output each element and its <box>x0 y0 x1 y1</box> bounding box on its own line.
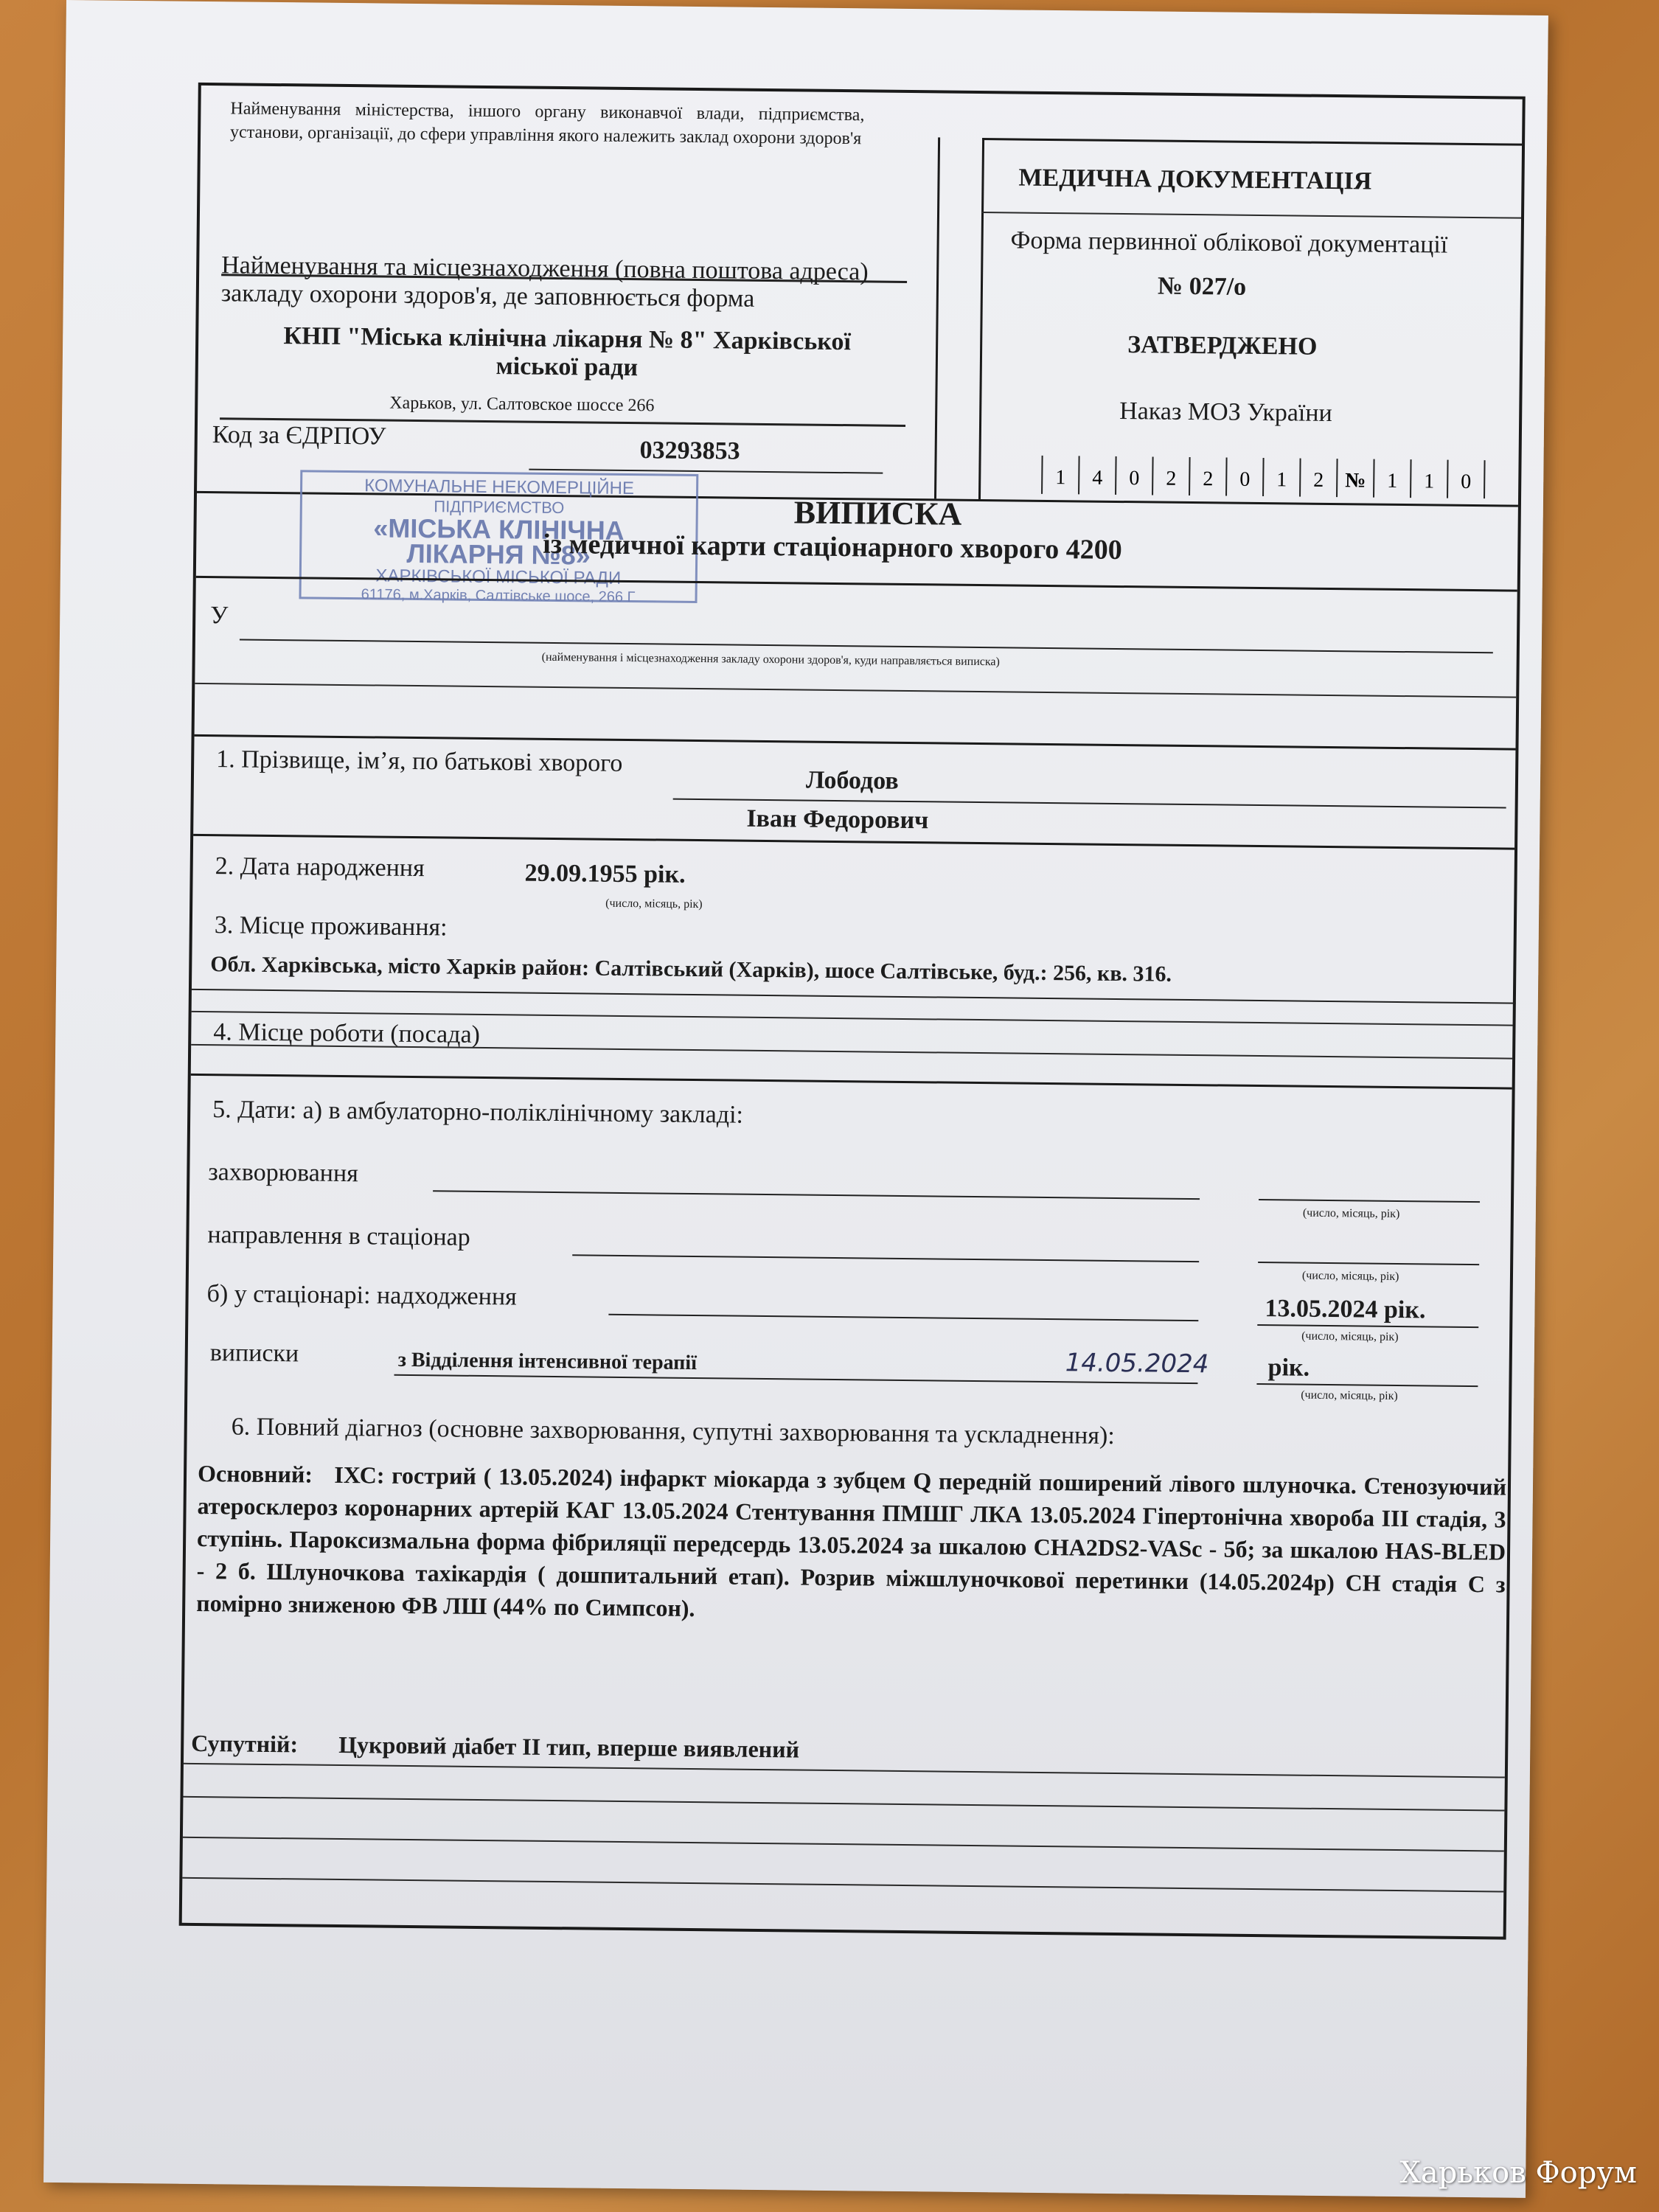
order-no-digit: 1 <box>1410 459 1447 498</box>
residence-label: 3. Місце проживання: <box>214 911 448 942</box>
residence-value: Обл. Харківська, місто Харків район: Салтівський (Харків), шосе Салтівське, буд.: 256, кв. 316. <box>210 952 1172 987</box>
form-number: № 027/о <box>1157 272 1247 301</box>
edrpou-value: 03293853 <box>639 437 740 465</box>
order-no-digit: 0 <box>1447 460 1486 499</box>
work-label: 4. Місце роботи (посада) <box>213 1018 481 1048</box>
order-no-label: № <box>1336 459 1374 498</box>
dob-hint: (число, місяць, рік) <box>605 897 703 911</box>
document-subtitle: із медичної карти стаціонарного хворого 4200 <box>543 528 1122 566</box>
referral-label: направлення в стаціонар <box>207 1221 470 1251</box>
order-digit: 1 <box>1041 456 1079 495</box>
order-label: Наказ МОЗ України <box>1119 397 1332 428</box>
to-hint: (найменування і місцезнаходження закладу охорони здоров'я, куди направляється виписка) <box>541 650 1000 669</box>
patient-name-label: 1. Прізвище, ім’я, по батькові хворого <box>216 745 623 777</box>
concomitant-text: Цукровий діабет II тип, вперше виявлений <box>338 1731 800 1763</box>
medical-doc-heading: МЕДИЧНА ДОКУМЕНТАЦІЯ <box>1018 164 1372 195</box>
order-digit: 0 <box>1225 458 1263 497</box>
admission-label: б) у стаціонарі: надходження <box>206 1280 517 1311</box>
admission-date-hint: (число, місяць, рік) <box>1301 1329 1399 1344</box>
order-digit: 2 <box>1299 459 1337 498</box>
dob-label: 2. Дата народження <box>215 852 425 883</box>
facility-address: Харьков, ул. Салтовское шоссе 266 <box>389 393 655 416</box>
main-diagnosis-text: ІХС: гострий ( 13.05.2024) інфаркт міокарда з зубцем Q передній поширений лівого шлуночка. Стенозуючий атеросклероз коронарних артерій КАГ 13.05.2024 Стентування ПМШГ ЛКА 13.05.2024 Гіпертонічна хвороба III стадія, 3 ступінь. Пароксизмальна форма фібриляції передсердь 13.05.2024 за шкалою CHA2DS2-VASc - 5б; за шкалою HAS-BLED - 2 б. Шлуночкова тахікардія ( дошпитальний етап). Розрив міжшлуночкової перетинки (14.05.2024р) СН стадія С з помірно зниженою ФВ ЛШ (44% по Симпсон). <box>196 1461 1507 1622</box>
facility-name: КНП "Міська клінічна лікарня № 8" Харківської міської ради <box>283 322 852 382</box>
referral-date-hint: (число, місяць, рік) <box>1301 1269 1399 1284</box>
order-digit: 1 <box>1262 458 1300 497</box>
order-digit: 4 <box>1078 456 1116 495</box>
diagnosis-label: 6. Повний діагноз (основне захворювання, супутні захворювання та ускладнення): <box>231 1413 1115 1450</box>
illness-date-hint: (число, місяць, рік) <box>1302 1206 1400 1221</box>
document-sheet <box>44 0 1548 2198</box>
order-code-boxes <box>1041 456 1486 501</box>
admission-value: 13.05.2024 рік. <box>1265 1295 1426 1324</box>
approved-label: ЗАТВЕРДЖЕНО <box>1127 331 1318 361</box>
facility-label: Найменування та місцезнаходження (повна поштова адреса) закладу охорони здоров'я, де заповнюється форма <box>220 251 869 313</box>
patient-surname: Лободов <box>805 766 899 795</box>
forum-watermark: Харьков Форум <box>1399 2156 1637 2190</box>
document-title: ВИПИСКА <box>793 494 962 532</box>
main-diagnosis-label: Основний: <box>197 1459 313 1488</box>
discharge-form <box>179 83 1526 1940</box>
institution-stamp: КОМУНАЛЬНЕ НЕКОМЕРЦІЙНЕ ПІДПРИЄМСТВО «МІСЬКА КЛІНІЧНА ЛІКАРНЯ №8» ХАРКІВСЬКОЇ МІСЬКОЇ РАДИ 61176, м.Харків, Салтівське шосе, 266 Г <box>299 470 699 603</box>
order-digit: 2 <box>1152 456 1189 495</box>
discharge-date-hint: (число, місяць, рік) <box>1301 1388 1398 1403</box>
form-primary-label: Форма первинної облікової документації <box>1010 226 1448 259</box>
discharge-year: рік. <box>1267 1354 1310 1382</box>
ministry-label: Найменування міністерства, іншого органу виконавчої влади, підприємства, установи, організації, до сфери управління якого належить заклад охорони здоров'я <box>229 99 865 149</box>
to-label: У <box>210 602 229 630</box>
dob-value: 29.09.1955 рік. <box>524 859 686 888</box>
edrpou-label: Код за ЄДРПОУ <box>212 421 386 451</box>
illness-label: захворювання <box>208 1158 359 1188</box>
patient-given-name: Іван Федорович <box>746 804 929 835</box>
order-digit: 2 <box>1189 457 1226 496</box>
dates-label: 5. Дати: а) в амбулаторно-поліклінічному закладі: <box>212 1096 744 1129</box>
order-no-digit: 1 <box>1373 459 1411 498</box>
concomitant-label: Супутній: <box>191 1729 299 1758</box>
main-diagnosis <box>196 1457 1506 1633</box>
order-digit: 0 <box>1115 456 1152 495</box>
discharge-handwritten-date: 14.05.2024 <box>1065 1348 1209 1380</box>
discharge-department: з Відділення інтенсивної терапії <box>397 1348 698 1375</box>
discharge-label: виписки <box>209 1339 299 1368</box>
